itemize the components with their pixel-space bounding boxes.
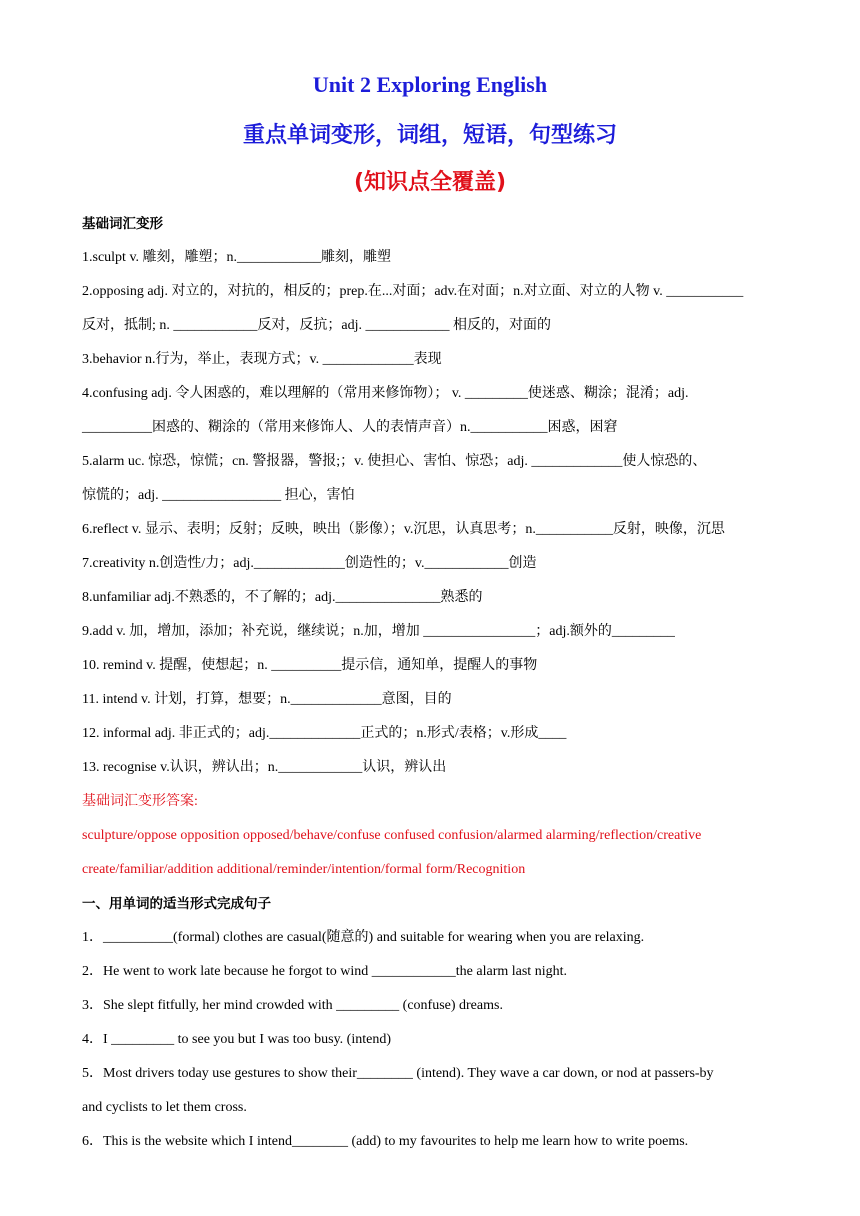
vocab-line: 10. remind v. 提醒，使想起；n. __________提示信，通知单，提醒人的事物 (82, 658, 538, 673)
exercise-line: 6．This is the website which I intend________ (add) to my favourites to help me learn how to write poems. (82, 1134, 689, 1149)
vocab-line: 1.sculpt v. 雕刻，雕塑；n.____________雕刻，雕塑 (82, 250, 392, 265)
vocab-line: 2.opposing adj. 对立的，对抗的，相反的；prep.在...对面；adv.在对面；n.对立面、对立的人物 v. ___________ (82, 284, 744, 299)
exercise-line: 3．She slept fitfully, her mind crowded with _________ (confuse) dreams. (82, 998, 503, 1013)
exercise-line: and cyclists to let them cross. (82, 1100, 247, 1115)
vocab-line: 3.behavior n.行为，举止，表现方式；v. _____________表现 (82, 352, 442, 367)
vocab-line: 13. recognise v.认识，辨认出；n.____________认识，辨认出 (82, 760, 447, 775)
answers-line: sculpture/oppose opposition opposed/behave/confuse confused confusion/alarmed alarming/reflection/creative (82, 828, 702, 843)
vocab-line: 惊慌的；adj. _________________ 担心，害怕 (82, 488, 355, 503)
document-subtitle: 重点单词变形，词组，短语，句型练习 (242, 123, 617, 148)
exercise-line: 5．Most drivers today use gestures to show their________ (intend). They wave a car down, or nod at passers-by (82, 1066, 714, 1081)
vocab-line: 11. intend v. 计划，打算，想要；n._____________意图，目的 (82, 692, 452, 707)
exercise-line: 2．He went to work late because he forgot to wind ____________the alarm last night. (82, 964, 567, 979)
document-body (82, 207, 782, 1159)
vocab-line: 4.confusing adj. 令人困惑的，难以理解的（常用来修饰物）； v. _________使迷惑、糊涂；混淆；adj. (82, 386, 689, 401)
vocab-line: 12. informal adj. 非正式的；adj._____________正式的；n.形式/表格；v.形成____ (82, 726, 567, 741)
section-heading-vocab: 基础词汇变形 (82, 216, 163, 232)
answers-heading: 基础词汇变形答案: (82, 794, 198, 809)
vocab-line: 7.creativity n.创造性/力；adj._____________创造性的；v.____________创造 (82, 556, 537, 571)
vocab-line: 8.unfamiliar adj.不熟悉的，不了解的；adj._______________熟悉的 (82, 590, 483, 605)
document-title: Unit 2 Exploring English (312, 72, 548, 97)
vocab-line: 反对，抵制; n. ____________反对，反抗；adj. ____________ 相反的，对面的 (82, 318, 551, 333)
exercise-line: 4．I _________ to see you but I was too busy. (intend) (82, 1032, 391, 1047)
answers-line: create/familiar/addition additional/reminder/intention/formal form/Recognition (82, 862, 526, 877)
vocab-line: 5.alarm uc. 惊恐，惊慌；cn. 警报器，警报;；v. 使担心、害怕、惊恐；adj. _____________使人惊恐的、 (82, 454, 707, 469)
vocab-line: 6.reflect v. 显示、表明；反射；反映，映出（影像）；v.沉思，认真思考；n.___________反射，映像，沉思 (82, 522, 725, 537)
coverage-note: (知识点全覆盖) (353, 170, 507, 195)
section-heading-exercise: 一、用单词的适当形式完成句子 (82, 896, 271, 912)
vocab-line: 9.add v. 加，增加，添加；补充说，继续说；n.加，增加 ________________；adj.额外的_________ (82, 624, 675, 639)
vocab-line: __________困惑的、糊涂的（常用来修饰人、人的表情声音）n.___________困惑，困窘 (82, 420, 618, 435)
exercise-line: 1．__________(formal) clothes are casual(随意的) and suitable for wearing when you are relaxing. (82, 930, 645, 945)
